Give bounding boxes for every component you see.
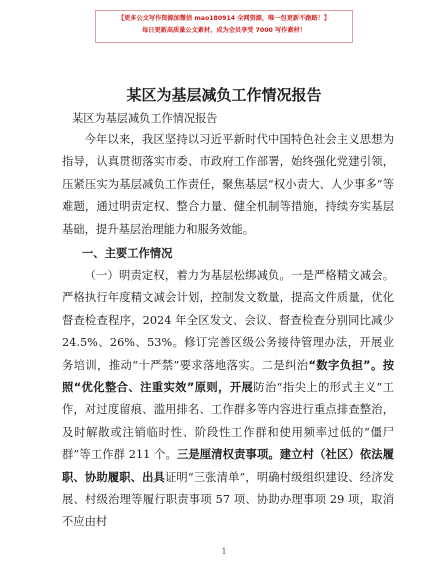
page-number: 1 [221, 547, 227, 556]
promo-banner-line2: 每日更新高质量公文素材，成为会员享受 7000 写作素材！ [142, 27, 306, 34]
paragraph-bold-text: 三是厘清权责事项。建立村（社区）依法履职、协助履职、出具 [62, 448, 394, 484]
promo-banner-line1: 【更多公文写作资源加微信 mao180914 全网资源，唯一包更新不跑路！】 [117, 15, 331, 22]
body-paragraph [62, 265, 394, 534]
document-title: 某区为基层减负工作情况报告 [126, 86, 322, 104]
paragraph-bold-text: “数字负担”。按照“优化整合、注重实效”原则，开展 [62, 358, 394, 395]
section-heading: 一、主要工作情况 [82, 247, 173, 260]
intro-paragraph: 今年以来，我区坚持以习近平新时代中国特色社会主义思想为指导，认真贯彻落实市委、市政府工作部署，始终强化党建引领，压紧压实为基层减负工作责任，聚焦基层“权小责大、人少事多”等难题，通过明责定权、整合力量、健全机制等措施，持续夯实基层基础，提升基层治理能力和服务效能。 [62, 133, 394, 236]
promo-banner [95, 10, 353, 43]
paragraph-text: 证明“三张清单”，明确村级组织建设、经济发展、村级治理等履行职责事项 57 项、协助办理事项 29 项，取消不应由村 [62, 470, 394, 529]
paragraph-text: （一）明责定权，着力为基层松绑减负。一是严格精文减会。严格执行年度精文减会计划，控制发文数量，提高文件质量，优化督查检查程序，2024 年全区发文、会议、督查检查分别同比减少 24.5%、26%、53%。修订完善区级公务接待管理办法，开展业务培训，推动“十严禁”要求落地落实。二是纠治 [62, 269, 394, 372]
document-subtitle: 某区为基层减负工作情况报告 [72, 112, 218, 125]
paragraph-text: 防治“指尖上的形式主义”工作，对过度留痕、滥用排名、工作群多等内容进行重点排查整治，及时解散或注销临时性、阶段性工作群和使用频率过低的“僵尸群”等工作群 211 个。 [62, 381, 394, 462]
